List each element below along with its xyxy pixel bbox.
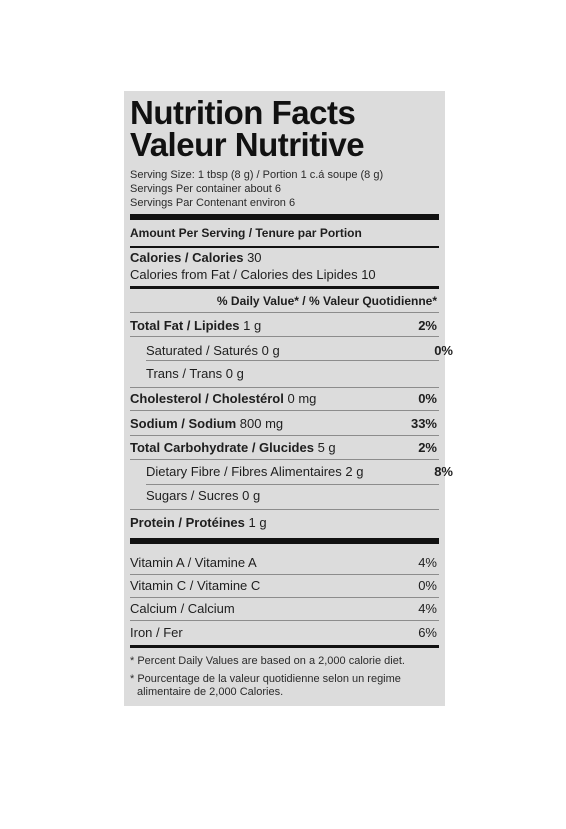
medium-divider [130,645,439,648]
row-divider [130,597,439,598]
nutrient-amount: 0 g [225,366,244,381]
nutrient-row-fibre [130,464,455,480]
nutrient-row-cholesterol [130,391,439,407]
nutrient-amount: 5 g [317,440,336,455]
servings-english: Servings Per container about 6 [130,183,282,195]
nutrient-percent: 8% [434,464,453,479]
daily-value-header: % Daily Value* / % Valeur Quotidienne* [216,294,437,308]
nutrient-row-protein [130,515,439,531]
nutrient-label: Total Carbohydrate / Glucides [130,440,314,455]
calories-label: Calories / Calories [130,250,244,265]
calories-row [130,250,439,266]
nutrient-amount: 2 g [345,464,364,479]
medium-divider [130,286,439,289]
nutrient-percent: 0% [418,391,437,406]
nutrient-amount: 1 g [243,318,262,333]
nutrient-row-sodium [130,416,439,432]
nutrient-row-trans [130,366,455,382]
row-divider [130,620,439,621]
medium-divider [130,246,439,248]
nutrient-label: Protein / Protéines [130,515,245,530]
nutrient-label: Trans / Trans [146,366,223,381]
title-french: Valeur Nutritive [130,126,365,163]
row-divider [146,360,439,361]
nutrient-percent: 2% [418,440,437,455]
nutrient-row-total-fat [130,318,439,334]
nutrient-amount: 0 g [261,343,280,358]
nutrient-label: Sodium / Sodium [130,416,237,431]
vitamin-row [130,601,439,617]
nutrition-label [124,91,453,706]
calories-from-fat: Calories from Fat / Calories des Lipides 10 [130,267,376,282]
thick-divider [130,214,439,220]
row-divider [130,459,439,460]
row-divider [130,312,439,313]
row-divider [130,387,439,388]
nutrient-amount: 800 mg [239,416,284,431]
footnote-french-line-2: alimentaire de 2,000 Calories. [137,686,284,698]
title-english: Nutrition Facts [130,94,356,131]
nutrient-amount: 0 g [242,488,261,503]
row-divider [130,574,439,575]
nutrient-row-carbohydrate [130,440,439,456]
nutrient-amount: 1 g [248,515,267,530]
vitamin-label: Vitamin A / Vitamine A [130,555,257,570]
nutrient-label: Saturated / Saturés [146,343,259,358]
calories-value: 30 [247,250,262,265]
row-divider [130,435,439,436]
footnote-french-line-1: * Pourcentage de la valeur quotidienne selon un regime [130,673,401,685]
vitamin-row [130,555,439,571]
row-divider [130,336,439,337]
nutrient-label: Cholesterol / Cholestérol [130,391,284,406]
row-divider [146,484,439,485]
nutrient-label: Total Fat / Lipides [130,318,240,333]
nutrient-row-sugars [130,488,455,504]
nutrient-percent: 2% [418,318,437,333]
nutrient-label: Sugars / Sucres [146,488,239,503]
nutrient-amount: 0 mg [287,391,317,406]
vitamin-percent: 4% [418,601,437,616]
serving-size: Serving Size: 1 tbsp (8 g) / Portion 1 c.á soupe (8 g) [130,169,384,181]
row-divider [130,410,439,411]
vitamin-label: Calcium / Calcium [130,601,235,616]
vitamin-percent: 4% [418,555,437,570]
row-divider [130,509,439,510]
nutrient-percent: 0% [434,343,453,358]
thick-divider [130,538,439,544]
vitamin-label: Vitamin C / Vitamine C [130,578,261,593]
nutrient-label: Dietary Fibre / Fibres Alimentaires [146,464,342,479]
servings-french: Servings Par Contenant environ 6 [130,197,296,209]
vitamin-row [130,578,439,594]
vitamin-percent: 0% [418,578,437,593]
footnote-english: * Percent Daily Values are based on a 2,000 calorie diet. [130,655,405,667]
vitamin-label: Iron / Fer [130,625,183,640]
nutrient-percent: 33% [410,416,437,431]
nutrient-row-saturated [130,343,455,359]
amount-per-serving: Amount Per Serving / Tenure par Portion [130,226,362,240]
vitamin-row [130,625,439,641]
vitamin-percent: 6% [418,625,437,640]
